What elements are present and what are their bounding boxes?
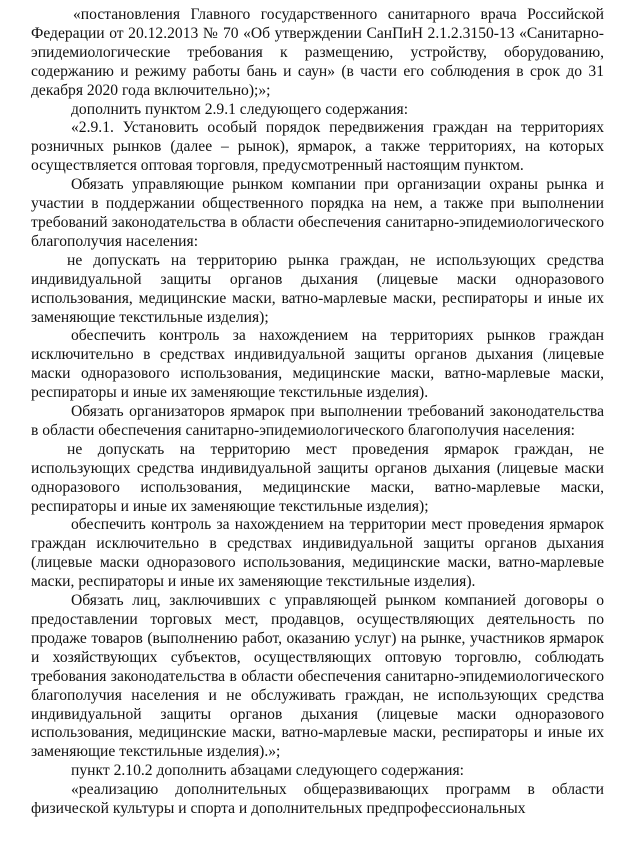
paragraph-supplement-point-2-10-2: пункт 2.10.2 дополнить абзацами следующего содержания:: [71, 762, 464, 780]
paragraph-quoted-resolution-reference: «постановления Главного государственного санитарного врача Российской Федерации от 20.12.2013 № 70 «Об утверждении СанПиН 2.1.2.3150-13 «Санитарно-эпидемиологические требования к размещению, устройству, оборудованию, содержанию и режиму работы бань и саун» (в части его соблюдения в срок до 31 декабря 2020 года включительно);»;: [31, 6, 604, 99]
paragraph-point-2-9-1: «2.9.1. Установить особый порядок передвижения граждан на территориях розничных рынков (далее – рынок), ярмарок, а также территориях, на которых осуществляется оптовая торговля, предусмотренный настоящим пунктом.: [31, 119, 604, 175]
paragraph-oblige-fair-organizers: Обязать организаторов ярмарок при выполнении требований законодательства в области обеспечения санитарно-эпидемиологического благополучия населения:: [31, 403, 604, 439]
paragraph-fair-no-admission: не допускать на территорию мест проведения ярмарок граждан, не использующих средства индивидуальной защиты органов дыхания (лицевые маски одноразового использования, медицинские маски, ватно-марлевые маски, респираторы и иные их заменяющие текстильные изделия);: [31, 440, 604, 515]
paragraph-market-control: обеспечить контроль за нахождением на территориях рынков граждан исключительно в средствах индивидуальной защиты органов дыхания (лицевые маски одноразового использования, медицинские маски, ватно-марлевые маски, респираторы и иные их заменяющие текстильные изделия).: [31, 327, 604, 402]
paragraph-oblige-traders: Обязать лиц, заключивших с управляющей рынком компанией договоры о предоставлении торговых мест, продавцов, осуществляющих деятельность по продаже товаров (выполнению работ, оказанию услуг) на рынке, участников ярмарок и хозяйствующих субъектов, осуществляющих оптовую торговлю, соблюдать требования законодательства в области обеспечения санитарно-эпидемиологического благополучия населения и не обслуживать граждан, не использующих средства индивидуальной защиты органов дыхания (лицевые маски одноразового использования, медицинские маски, ватно-марлевые маски, респираторы и иные их заменяющие текстильные изделия).»;: [31, 592, 604, 761]
paragraph-add-point-2-9-1: дополнить пунктом 2.9.1 следующего содержания:: [71, 100, 409, 118]
paragraph-market-no-admission: не допускать на территорию рынка граждан, не использующих средства индивидуальной защиты органов дыхания (лицевые маски одноразового использования, медицинские маски, ватно-марлевые маски, респираторы и иные их заменяющие текстильные изделия);: [31, 251, 604, 326]
paragraph-fair-control: обеспечить контроль за нахождением на территории мест проведения ярмарок граждан исключительно в средствах индивидуальной защиты органов дыхания (лицевые маски одноразового использования, медицинские маски, ватно-марлевые маски, респираторы и иные их заменяющие текстильные изделия).: [31, 516, 604, 591]
paragraph-oblige-market-companies: Обязать управляющие рынком компании при организации охраны рынка и участии в поддержании общественного порядка на нем, а также при выполнении требований законодательства в области обеспечения санитарно-эпидемиологического благополучия населения:: [31, 176, 604, 250]
paragraph-additional-programs: «реализацию дополнительных общеразвивающих программ в области физической культуры и спорта и дополнительных предпрофессиональных: [31, 781, 604, 818]
